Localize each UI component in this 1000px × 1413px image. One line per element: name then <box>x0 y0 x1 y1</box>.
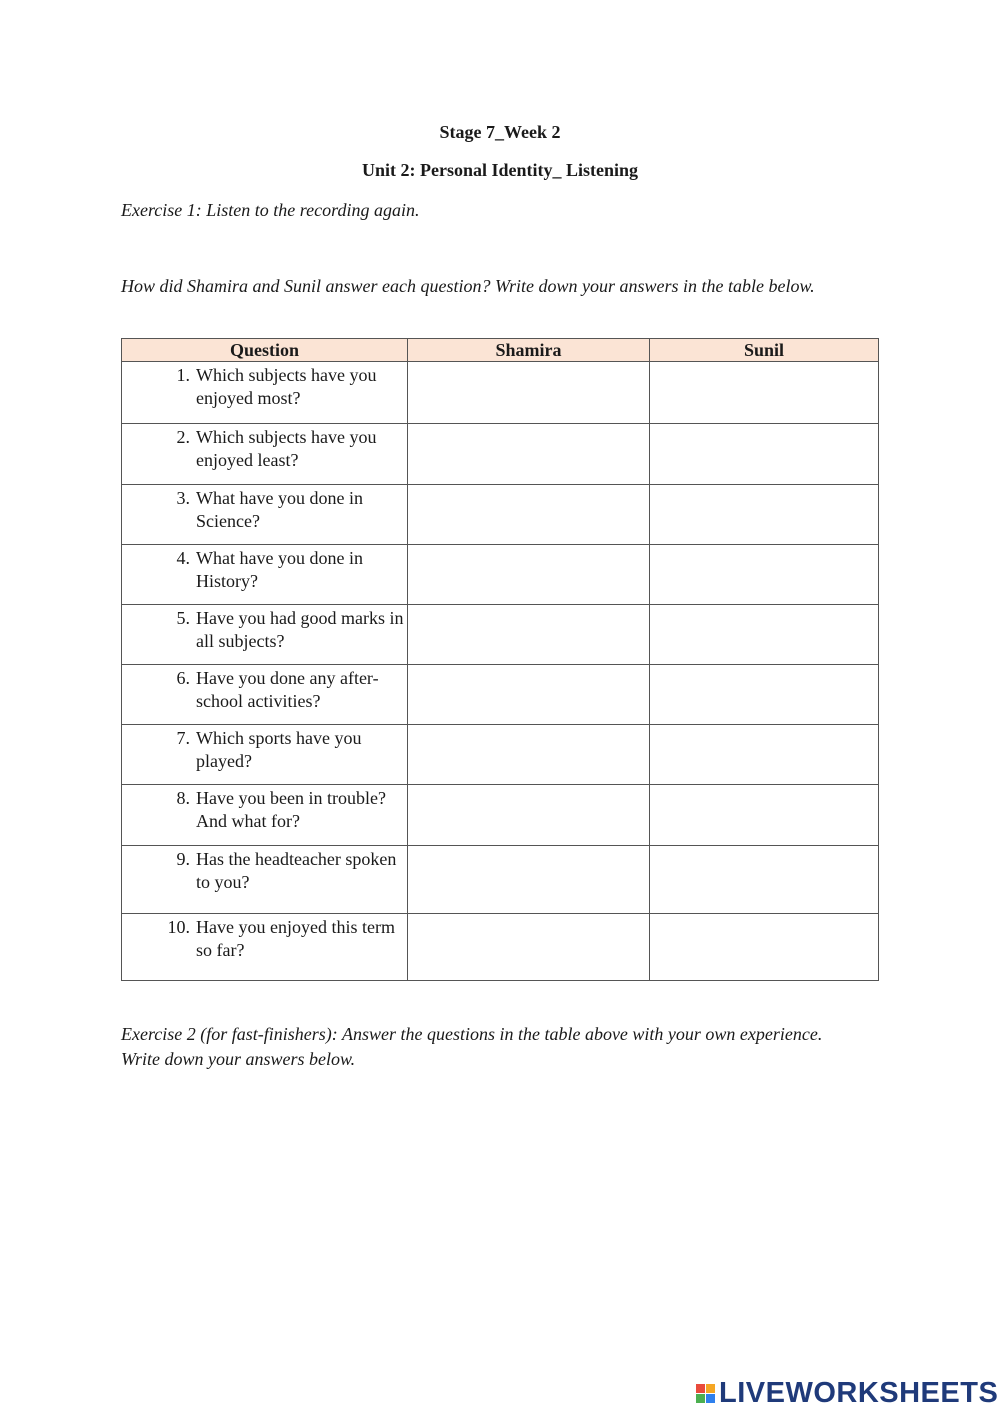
question-number: 7. <box>176 728 190 748</box>
shamira-answer-cell[interactable] <box>408 665 650 725</box>
question-text: Have you done any after-school activities? <box>196 668 379 711</box>
liveworksheets-logo <box>696 1376 998 1410</box>
table-row <box>122 846 879 914</box>
page-title: Stage 7_Week 2 <box>439 122 561 142</box>
question-number: 3. <box>176 488 190 508</box>
table-row <box>122 605 879 665</box>
table-row <box>122 725 879 785</box>
question-cell <box>122 914 408 981</box>
question-number: 6. <box>176 668 190 688</box>
question-cell <box>122 485 408 545</box>
question-cell <box>122 362 408 424</box>
shamira-answer-cell[interactable] <box>408 545 650 605</box>
shamira-answer-cell[interactable] <box>408 785 650 846</box>
question-number: 9. <box>176 849 190 869</box>
question-text: Which sports have you played? <box>196 728 362 771</box>
question-text: Have you had good marks in all subjects? <box>196 608 404 651</box>
table-header-row <box>122 339 879 362</box>
answer-table <box>121 338 879 981</box>
question-text: Which subjects have you enjoyed most? <box>196 365 377 408</box>
question-text: Has the headteacher spoken to you? <box>196 849 397 892</box>
sunil-answer-cell[interactable] <box>650 725 879 785</box>
sunil-answer-cell[interactable] <box>650 846 879 914</box>
table-row <box>122 914 879 981</box>
shamira-answer-cell[interactable] <box>408 605 650 665</box>
unit-title: Unit 2: Personal Identity_ Listening <box>361 160 638 180</box>
question-cell <box>122 605 408 665</box>
column-header-shamira: Shamira <box>408 339 650 362</box>
shamira-answer-cell[interactable] <box>408 362 650 424</box>
question-text: Which subjects have you enjoyed least? <box>196 427 377 470</box>
shamira-answer-cell[interactable] <box>408 725 650 785</box>
sunil-answer-cell[interactable] <box>650 605 879 665</box>
table-row <box>122 362 879 424</box>
question-text: Have you enjoyed this term so far? <box>196 917 395 960</box>
sunil-answer-cell[interactable] <box>650 545 879 605</box>
sunil-answer-cell[interactable] <box>650 424 879 485</box>
exercise-2-instruction: Exercise 2 (for fast-finishers): Answer the questions in the table above with your own experience. Write down your answers below. <box>121 1024 823 1069</box>
logo-text: LIVEWORKSHEETS <box>719 1376 999 1409</box>
table-row <box>122 545 879 605</box>
sunil-answer-cell[interactable] <box>650 362 879 424</box>
sunil-answer-cell[interactable] <box>650 485 879 545</box>
shamira-answer-cell[interactable] <box>408 424 650 485</box>
table-row <box>122 665 879 725</box>
question-cell <box>122 424 408 485</box>
question-cell <box>122 665 408 725</box>
question-number: 5. <box>176 608 190 628</box>
question-text: What have you done in Science? <box>196 488 363 531</box>
question-text: What have you done in History? <box>196 548 363 591</box>
shamira-answer-cell[interactable] <box>408 846 650 914</box>
question-cell <box>122 785 408 846</box>
question-number: 10. <box>167 917 190 937</box>
question-number: 2. <box>176 427 190 447</box>
table-row <box>122 785 879 846</box>
table-row <box>122 485 879 545</box>
shamira-answer-cell[interactable] <box>408 485 650 545</box>
sunil-answer-cell[interactable] <box>650 785 879 846</box>
question-text: Have you been in trouble? And what for? <box>196 788 386 831</box>
sunil-answer-cell[interactable] <box>650 665 879 725</box>
column-header-question: Question <box>122 339 408 362</box>
sunil-answer-cell[interactable] <box>650 914 879 981</box>
exercise-1-instruction: Exercise 1: Listen to the recording again. <box>121 200 420 220</box>
question-number: 4. <box>176 548 190 568</box>
question-cell <box>122 545 408 605</box>
question-cell <box>122 846 408 914</box>
exercise-1-prompt: How did Shamira and Sunil answer each question? Write down your answers in the table below. <box>121 276 815 296</box>
shamira-answer-cell[interactable] <box>408 914 650 981</box>
liveworksheets-logo-icon <box>696 1384 715 1403</box>
column-header-sunil: Sunil <box>650 339 879 362</box>
table-row <box>122 424 879 485</box>
question-number: 1. <box>176 365 190 385</box>
question-number: 8. <box>176 788 190 808</box>
question-cell <box>122 725 408 785</box>
